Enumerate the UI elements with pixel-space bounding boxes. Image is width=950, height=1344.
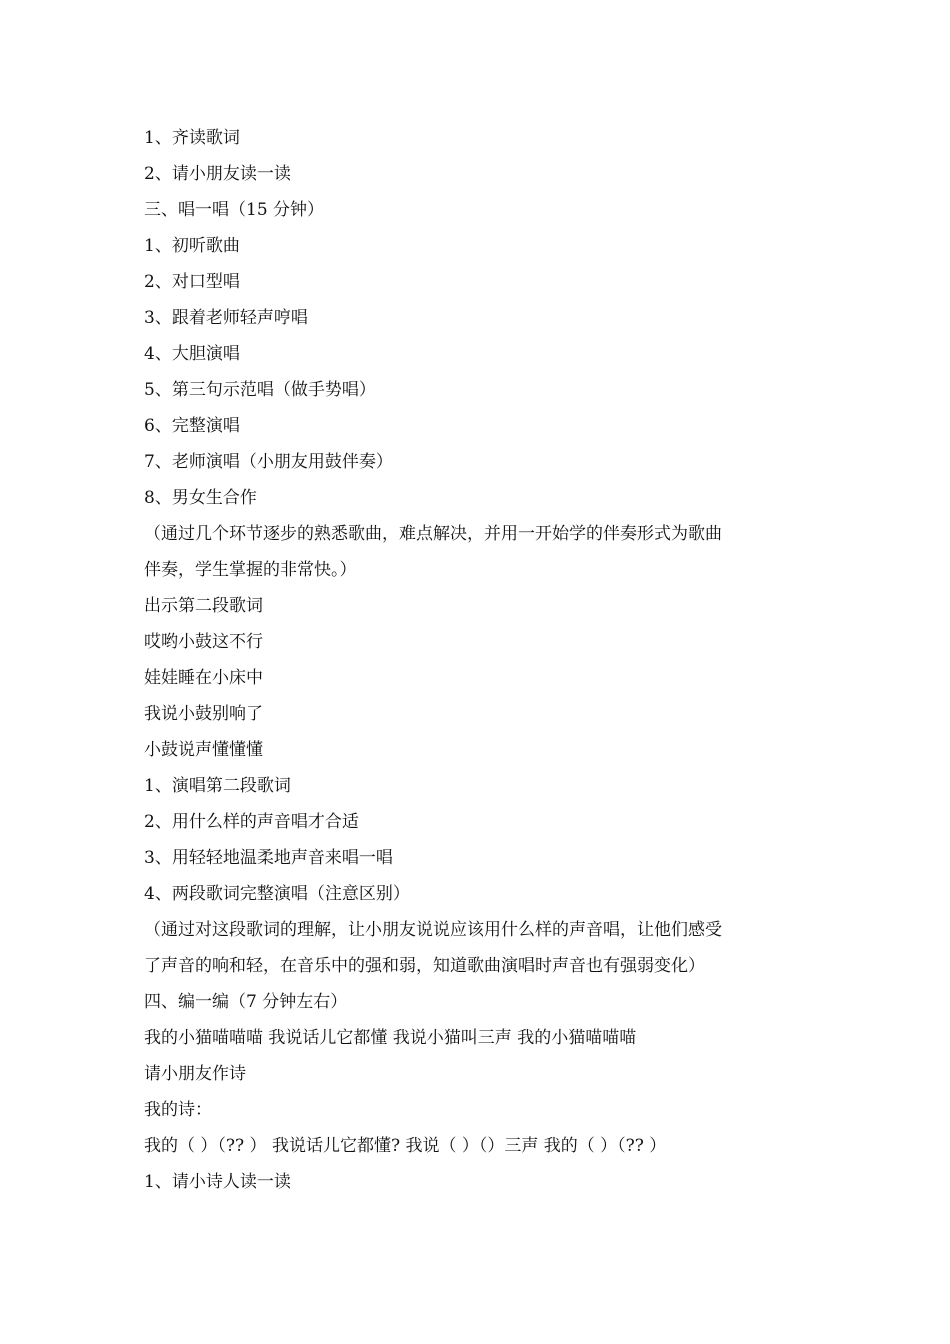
text-line: 6、完整演唱 (144, 416, 240, 436)
text-line: 3、用轻轻地温柔地声音来唱一唱 (144, 848, 393, 868)
poem-template-line: 我的（ ）（?? ） 我说话儿它都懂? 我说（ ）（）三声 我的（ ）（?? ） (144, 1136, 667, 1156)
poem-line: 我的小猫喵喵喵 我说话儿它都懂 我说小猫叫三声 我的小猫喵喵喵 (144, 1028, 637, 1048)
text-line: 2、对口型唱 (144, 272, 240, 292)
text-line: 1、初听歌曲 (144, 236, 240, 256)
text-line: 我的诗： (144, 1100, 212, 1120)
lyric-line: 哎哟小鼓这不行 (144, 632, 263, 652)
teaching-note-line: 伴奏，学生掌握的非常快。） (144, 560, 357, 580)
teaching-note-line: 了声音的响和轻，在音乐中的强和弱，知道歌曲演唱时声音也有强弱变化） (144, 956, 705, 976)
text-line: 4、大胆演唱 (144, 344, 240, 364)
document-page (144, 120, 814, 1200)
text-line: 2、用什么样的声音唱才合适 (144, 812, 359, 832)
text-line: 1、演唱第二段歌词 (144, 776, 291, 796)
text-line: 4、两段歌词完整演唱（注意区别） (144, 884, 410, 904)
text-line: 3、跟着老师轻声哼唱 (144, 308, 308, 328)
teaching-note-line: （通过对这段歌词的理解，让小朋友说说应该用什么样的声音唱，让他们感受 (144, 920, 722, 940)
text-line: 8、男女生合作 (144, 488, 257, 508)
text-line: 1、齐读歌词 (144, 128, 240, 148)
text-line: 2、请小朋友读一读 (144, 164, 291, 184)
lyric-line: 娃娃睡在小床中 (144, 668, 263, 688)
lyric-line: 我说小鼓别响了 (144, 704, 263, 724)
lyric-line: 小鼓说声懂懂懂 (144, 740, 263, 760)
teaching-note-line: （通过几个环节逐步的熟悉歌曲，难点解决，并用一开始学的伴奏形式为歌曲 (144, 524, 722, 544)
section-heading: 四、编一编（7 分钟左右） (144, 992, 348, 1012)
text-line: 7、老师演唱（小朋友用鼓伴奏） (144, 452, 393, 472)
section-heading: 三、唱一唱（15 分钟） (144, 200, 325, 220)
text-line: 出示第二段歌词 (144, 596, 263, 616)
text-line: 5、第三句示范唱（做手势唱） (144, 380, 376, 400)
text-line: 请小朋友作诗 (144, 1064, 246, 1084)
text-line: 1、请小诗人读一读 (144, 1172, 291, 1192)
